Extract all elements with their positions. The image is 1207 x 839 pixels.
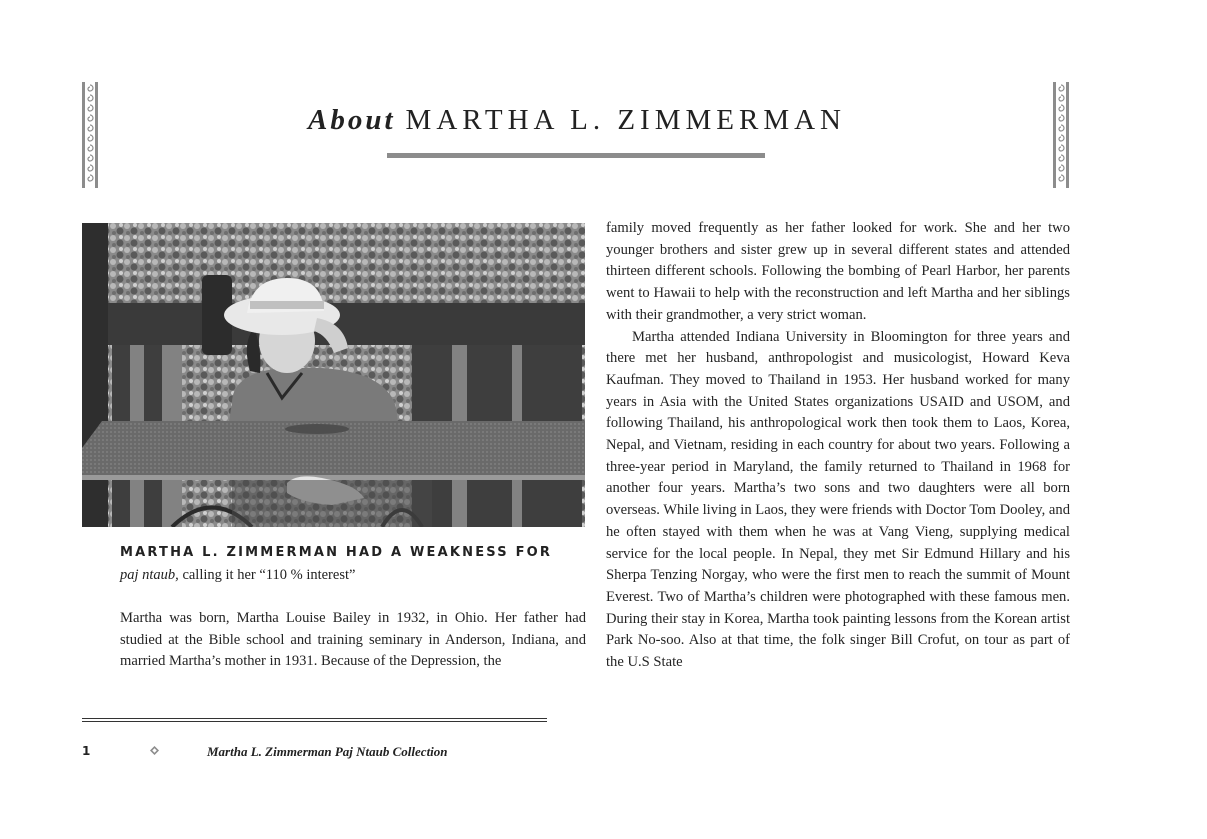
footer-rule xyxy=(82,718,547,719)
scroll-pattern-icon xyxy=(1056,82,1066,188)
caption-italic-term: paj ntaub, xyxy=(120,567,179,583)
caption-rest: calling it her “110 % interest” xyxy=(178,567,356,583)
portrait-photo xyxy=(82,223,585,527)
footer-collection-title: Martha L. Zimmerman Paj Ntaub Collection xyxy=(207,744,448,759)
photo-caption-headline: MARTHA L. ZIMMERMAN HAD A WEAKNESS FOR xyxy=(120,545,553,560)
decorative-border-right xyxy=(1053,82,1069,188)
portrait-photo-image xyxy=(82,223,585,527)
photo-caption-subline xyxy=(120,567,586,584)
body-paragraph: Martha attended Indiana University in Bloomington for three years and there met her husband, anthropologist and musicologist, Howard Keva Kaufman. They moved to Thailand in 1953. Her husband worked for many years in Asia with the United States organizations USAID and USOM, and following Thailand, his anthropological work then took them to Laos, Korea, Nepal, and Vietnam, residing in each country for about two years. Following a three-year period in Maryland, the family returned to Thailand in 1968 for another four years. Martha’s two sons and two daughters were all born overseas. While living in Laos, they were friends with Doctor Tom Dooley, and he often stayed with them when he was at Vang Vieng, supplying medical service for the local people. In Nepal, they met Sir Edmund Hillary and his Sherpa Tenzing Norgay, who were the first men to reach the summit of Mount Everest. Two of Martha’s children were photographed with these famous men. During their stay in Korea, Martha took painting lessons from the Korean artist Park No-soo. Also at that time, the folk singer Bill Crofut, on tour as part of the U.S State xyxy=(606,328,1070,671)
body-column-left xyxy=(120,608,586,673)
page-title-name: MARTHA L. ZIMMERMAN xyxy=(405,104,846,136)
page-title xyxy=(120,104,1034,137)
page-title-italic: About xyxy=(308,104,396,136)
decorative-border-left xyxy=(82,82,98,188)
body-column-right xyxy=(606,218,1070,674)
scroll-pattern-icon xyxy=(85,82,95,188)
footer-rule xyxy=(82,721,547,722)
diamond-ornament-icon xyxy=(150,746,159,755)
title-underline xyxy=(387,153,765,158)
page-number: 1 xyxy=(82,744,91,758)
body-paragraph: Martha was born, Martha Louise Bailey in 1932, in Ohio. Her father had studied at the Bible school and training seminary in Anderson, Indiana, and married Martha’s mother in 1931. Because of the Depression, the xyxy=(120,610,586,670)
body-paragraph: family moved frequently as her father looked for work. She and her two younger brothers and sister grew up in several different states and attended thirteen different schools. Following the bombing of Pearl Harbor, her parents went to Hawaii to help with the reconstruction and left Martha and her siblings with their grandmother, a very strict woman. xyxy=(606,220,1070,323)
